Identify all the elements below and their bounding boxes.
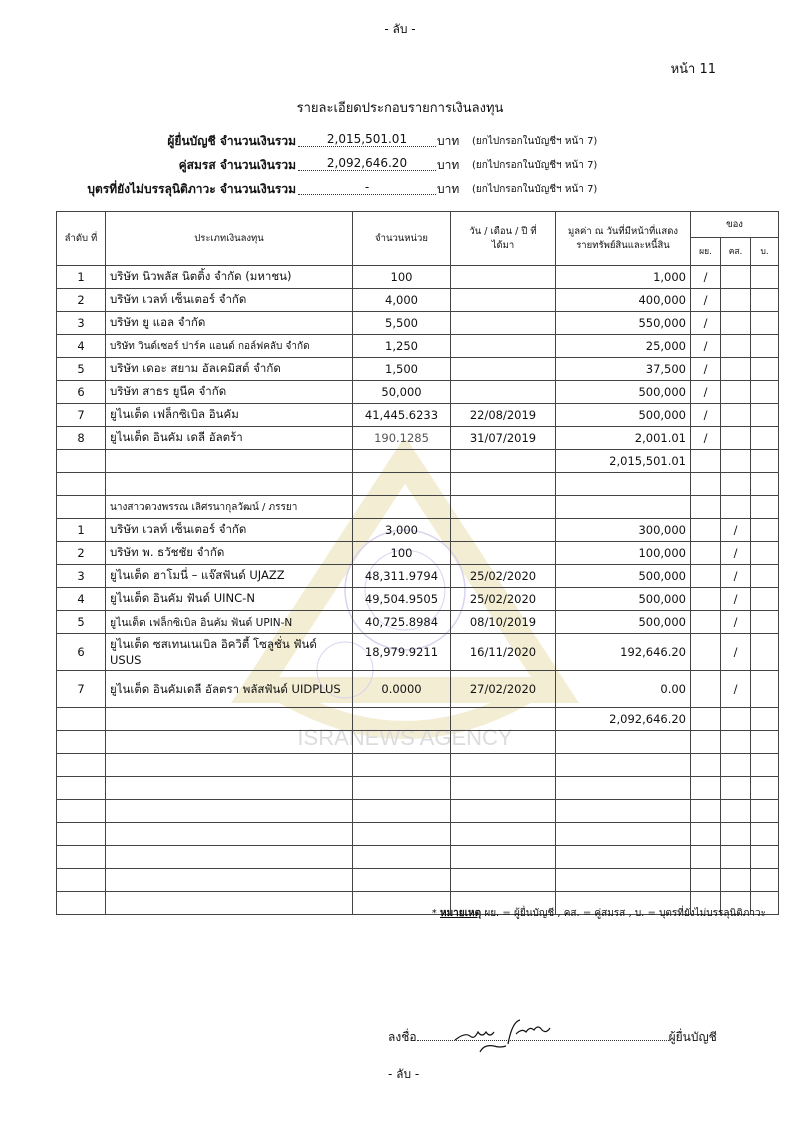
document-title: รายละเอียดประกอบรายการเงินลงทุน <box>296 101 504 116</box>
cell-owner-spouse <box>721 427 751 450</box>
cell-units: 40,725.8984 <box>353 611 451 634</box>
cell-type: บริษัท พ. ธวัชชัย จำกัด <box>106 542 353 565</box>
cell-owner-filer: / <box>691 381 721 404</box>
cell-owner-spouse: / <box>721 519 751 542</box>
cell-value: 500,000 <box>556 611 691 634</box>
cell-value: 1,000 <box>556 266 691 289</box>
summary-block <box>0 132 800 198</box>
table-row <box>57 335 779 358</box>
cell-units: 100 <box>353 542 451 565</box>
footnote-label: หมายเหตุ <box>439 908 482 919</box>
cell-type: บริษัท นิวพลัส นิตติ้ง จำกัด (มหาชน) <box>106 266 353 289</box>
cell-owner-spouse: / <box>721 671 751 708</box>
summary-child <box>0 180 800 198</box>
cell-no: 5 <box>57 358 106 381</box>
table-row <box>57 565 779 588</box>
cell-owner-spouse: / <box>721 588 751 611</box>
cell-type: บริษัท วินด์เซอร์ ปาร์ค แอนด์ กอล์ฟคลับ จำกัด <box>106 335 353 358</box>
cell-units: 49,504.9505 <box>353 588 451 611</box>
signature-suffix: ผู้ยื่นบัญชี <box>668 1030 717 1044</box>
col-header-type: ประเภทเงินลงทุน <box>106 212 353 266</box>
cell-value: 2,001.01 <box>556 427 691 450</box>
cell-units: 4,000 <box>353 289 451 312</box>
cell-units: 1,500 <box>353 358 451 381</box>
cell-owner-child <box>751 312 779 335</box>
table-row <box>57 671 779 708</box>
cell-type: ยูไนเต็ด อินคัมเดลี อัลตรา พลัสฟันด์ UIDPLUS <box>106 671 353 708</box>
blank-row <box>57 869 779 892</box>
cell-date: 08/10/2019 <box>451 611 556 634</box>
filer-total-row <box>57 450 779 473</box>
table-row <box>57 266 779 289</box>
blank-row <box>57 731 779 754</box>
cell-owner-spouse: / <box>721 634 751 671</box>
cell-value: 500,000 <box>556 588 691 611</box>
blank-row <box>57 777 779 800</box>
cell-owner-child <box>751 427 779 450</box>
cell-date: 16/11/2020 <box>451 634 556 671</box>
table-row <box>57 381 779 404</box>
spouse-total: 2,092,646.20 <box>556 708 691 731</box>
cell-no: 1 <box>57 519 106 542</box>
cell-owner-child <box>751 381 779 404</box>
cell-value: 550,000 <box>556 312 691 335</box>
cell-date: 25/02/2020 <box>451 588 556 611</box>
cell-no: 8 <box>57 427 106 450</box>
cell-date: 22/08/2019 <box>451 404 556 427</box>
cell-owner-child <box>751 335 779 358</box>
spouse-name: นางสาวดวงพรรณ เลิศรนากุลวัฒน์ / ภรรยา <box>106 496 353 519</box>
cell-units: 3,000 <box>353 519 451 542</box>
footnote-text: ผย. = ผู้ยื่นบัญชี , คส. = คู่สมรส , บ. = บุตรที่ยังไม่บรรลุนิติภาวะ <box>481 908 766 919</box>
table-row <box>57 312 779 335</box>
cell-owner-spouse <box>721 404 751 427</box>
cell-value: 500,000 <box>556 404 691 427</box>
cell-owner-filer: / <box>691 404 721 427</box>
filer-total: 2,015,501.01 <box>556 450 691 473</box>
cell-units: 41,445.6233 <box>353 404 451 427</box>
cell-date <box>451 381 556 404</box>
cell-units: 100 <box>353 266 451 289</box>
summary-label: บุตรที่ยังไม่บรรลุนิติภาวะ จำนวนเงินรวม <box>87 182 296 196</box>
cell-value: 37,500 <box>556 358 691 381</box>
cell-date: 25/02/2020 <box>451 565 556 588</box>
cell-no: 3 <box>57 565 106 588</box>
cell-type: ยูไนเต็ด เฟล็กซิเบิล อินคัม <box>106 404 353 427</box>
table-row <box>57 289 779 312</box>
footnote-prefix: * <box>431 908 440 919</box>
cell-no: 5 <box>57 611 106 634</box>
cell-units: 48,311.9794 <box>353 565 451 588</box>
cell-no: 6 <box>57 381 106 404</box>
cell-type: บริษัท เวลท์ เซ็นเตอร์ จำกัด <box>106 289 353 312</box>
blank-row <box>57 823 779 846</box>
cell-units: 190.1285 <box>353 427 451 450</box>
cell-date: 27/02/2020 <box>451 671 556 708</box>
cell-owner-child <box>751 542 779 565</box>
cell-value: 500,000 <box>556 565 691 588</box>
cell-owner-filer: / <box>691 358 721 381</box>
cell-owner-spouse: / <box>721 565 751 588</box>
cell-date: 31/07/2019 <box>451 427 556 450</box>
summary-label: คู่สมรส จำนวนเงินรวม <box>178 158 296 172</box>
table-row <box>57 542 779 565</box>
cell-date <box>451 335 556 358</box>
cell-date <box>451 289 556 312</box>
cell-value: 500,000 <box>556 381 691 404</box>
cell-owner-spouse <box>721 358 751 381</box>
cell-no: 4 <box>57 335 106 358</box>
cell-owner-child <box>751 404 779 427</box>
cell-owner-filer <box>691 634 721 671</box>
summary-unit: บาท <box>437 158 460 172</box>
blank-row <box>57 800 779 823</box>
cell-owner-spouse: / <box>721 611 751 634</box>
cell-units: 50,000 <box>353 381 451 404</box>
cell-type: บริษัท เดอะ สยาม อัลเคมิสต์ จำกัด <box>106 358 353 381</box>
page-number: หน้า 11 <box>670 62 716 77</box>
col-header-units: จำนวนหน่วย <box>353 212 451 266</box>
cell-owner-filer <box>691 542 721 565</box>
cell-value: 300,000 <box>556 519 691 542</box>
cell-no: 2 <box>57 289 106 312</box>
cell-owner-filer <box>691 671 721 708</box>
cell-owner-spouse <box>721 289 751 312</box>
cell-type: บริษัท ยู แอล จำกัด <box>106 312 353 335</box>
blank-row <box>57 473 779 496</box>
summary-note: (ยกไปกรอกในบัญชีฯ หน้า 7) <box>472 160 598 171</box>
footnote <box>0 906 766 921</box>
summary-amount: - <box>298 180 436 195</box>
cell-owner-spouse <box>721 312 751 335</box>
col-header-date: วัน / เดือน / ปี ที่ได้มา <box>451 212 556 266</box>
cell-owner-spouse <box>721 335 751 358</box>
cell-date <box>451 358 556 381</box>
cell-value: 100,000 <box>556 542 691 565</box>
cell-owner-child <box>751 289 779 312</box>
summary-note: (ยกไปกรอกในบัญชีฯ หน้า 7) <box>472 184 598 195</box>
table-row <box>57 358 779 381</box>
cell-date <box>451 542 556 565</box>
cell-value: 0.00 <box>556 671 691 708</box>
cell-owner-filer: / <box>691 312 721 335</box>
cell-no: 1 <box>57 266 106 289</box>
cell-owner-filer <box>691 588 721 611</box>
cell-value: 25,000 <box>556 335 691 358</box>
spouse-name-row <box>57 496 779 519</box>
watermark-agency-text: ISRANEWS AGENCY <box>297 725 513 750</box>
cell-owner-filer <box>691 519 721 542</box>
header-row <box>57 212 779 238</box>
col-header-owner: ของ <box>691 212 779 238</box>
cell-owner-spouse <box>721 266 751 289</box>
cell-owner-child <box>751 358 779 381</box>
blank-row <box>57 754 779 777</box>
cell-no: 7 <box>57 671 106 708</box>
handwritten-signature <box>450 1010 570 1060</box>
summary-filer <box>0 132 800 150</box>
cell-no: 3 <box>57 312 106 335</box>
cell-owner-child <box>751 671 779 708</box>
table-row <box>57 611 779 634</box>
cell-units: 0.0000 <box>353 671 451 708</box>
cell-units: 18,979.9211 <box>353 634 451 671</box>
spouse-total-row <box>57 708 779 731</box>
col-header-spouse: คส. <box>721 238 751 266</box>
summary-label: ผู้ยื่นบัญชี จำนวนเงินรวม <box>167 134 296 148</box>
col-header-filer: ผย. <box>691 238 721 266</box>
cell-owner-filer <box>691 565 721 588</box>
cell-owner-spouse: / <box>721 542 751 565</box>
cell-owner-filer: / <box>691 266 721 289</box>
cell-units: 1,250 <box>353 335 451 358</box>
summary-amount: 2,092,646.20 <box>298 156 436 171</box>
table-row <box>57 427 779 450</box>
cell-type: ยูไนเต็ด ฮาโมนี่ – แจ๊สฟันด์ UJAZZ <box>106 565 353 588</box>
cell-owner-filer: / <box>691 427 721 450</box>
cell-type: ยูไนเต็ด อินคัม ฟันด์ UINC-N <box>106 588 353 611</box>
cell-owner-child <box>751 519 779 542</box>
cell-owner-spouse <box>721 381 751 404</box>
cell-units: 5,500 <box>353 312 451 335</box>
cell-owner-child <box>751 565 779 588</box>
col-header-child: บ. <box>751 238 779 266</box>
cell-type: ยูไนเต็ด เฟล็กซิเบิล อินคัม ฟันด์ UPIN-N <box>106 611 353 634</box>
summary-spouse <box>0 156 800 174</box>
cell-owner-filer <box>691 611 721 634</box>
cell-no: 4 <box>57 588 106 611</box>
cell-value: 400,000 <box>556 289 691 312</box>
cell-owner-child <box>751 611 779 634</box>
cell-no: 6 <box>57 634 106 671</box>
cell-value: 192,646.20 <box>556 634 691 671</box>
summary-unit: บาท <box>437 134 460 148</box>
table-row <box>57 519 779 542</box>
cell-owner-child <box>751 634 779 671</box>
cell-no: 7 <box>57 404 106 427</box>
cell-owner-filer: / <box>691 289 721 312</box>
col-header-value: มูลค่า ณ วันที่มีหน้าที่แสดง รายทรัพย์สินและหนี้สิน <box>556 212 691 266</box>
classification-header: - ลับ - <box>384 22 416 36</box>
cell-owner-child <box>751 588 779 611</box>
cell-owner-filer: / <box>691 335 721 358</box>
summary-note: (ยกไปกรอกในบัญชีฯ หน้า 7) <box>472 136 598 147</box>
cell-no: 2 <box>57 542 106 565</box>
summary-unit: บาท <box>437 182 460 196</box>
cell-date <box>451 312 556 335</box>
table-row <box>57 588 779 611</box>
cell-type: ยูไนเต็ด ซสเทนเนเบิล อิควิตี้ โซลูชั่น ฟันด์ USUS <box>106 634 353 671</box>
summary-amount: 2,015,501.01 <box>298 132 436 147</box>
cell-date <box>451 266 556 289</box>
cell-type: ยูไนเต็ด อินคัม เดลี อัลตร้า <box>106 427 353 450</box>
cell-owner-child <box>751 266 779 289</box>
table-row <box>57 404 779 427</box>
table-row <box>57 634 779 671</box>
blank-row <box>57 846 779 869</box>
cell-date <box>451 519 556 542</box>
classification-footer: - ลับ - <box>388 1067 420 1081</box>
investment-table <box>56 211 779 915</box>
cell-type: บริษัท เวลท์ เซ็นเตอร์ จำกัด <box>106 519 353 542</box>
cell-type: บริษัท สาธร ยูนีค จำกัด <box>106 381 353 404</box>
col-header-no: ลำดับ ที่ <box>57 212 106 266</box>
signature-prefix: ลงชื่อ <box>388 1030 417 1044</box>
